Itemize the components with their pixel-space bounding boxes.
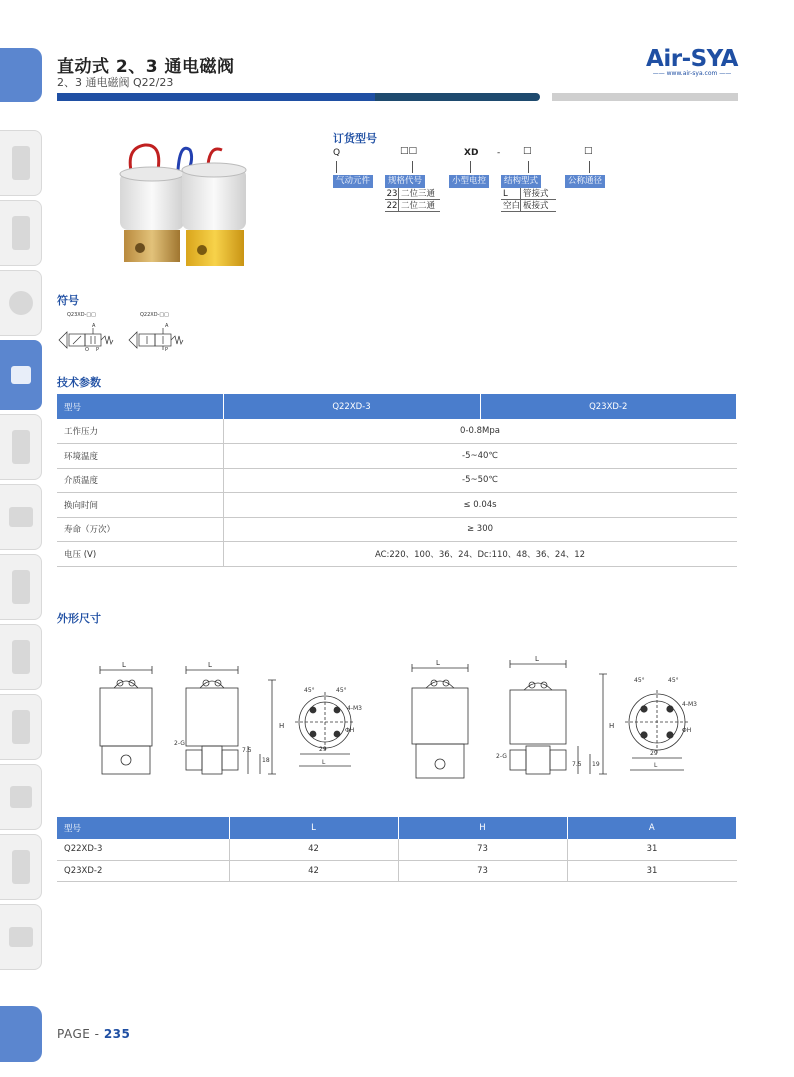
solenoid-valve-icon	[11, 366, 31, 384]
spec-code: 22	[386, 201, 398, 211]
dim-label-angle: 45°	[304, 687, 315, 694]
code-connector	[528, 161, 529, 173]
category-tab-valve[interactable]	[0, 414, 42, 480]
table-row	[57, 468, 737, 493]
table-row	[57, 419, 737, 444]
code-connector	[589, 161, 590, 173]
valve-symbols	[57, 320, 207, 352]
header-bar-secondary	[375, 93, 540, 101]
code-dash: -	[497, 148, 501, 158]
filter-icon	[12, 146, 30, 180]
spec-value: 0-0.8Mpa	[223, 419, 737, 444]
tag-element: 气动元件	[333, 175, 373, 188]
table-row	[57, 444, 737, 469]
symbol-label-q22: Q22XD-□□	[140, 312, 169, 318]
dim-label-phiH: ΦH	[345, 727, 355, 734]
spec-value: AC:220、100、36、24、Dc:110、48、36、24、12	[223, 542, 737, 567]
code-connector	[412, 161, 413, 173]
dim-label-angle: 45°	[336, 687, 347, 694]
table-header: 型号	[57, 817, 229, 839]
category-tab-lubricator[interactable]	[0, 200, 42, 266]
dim-label-L: L	[122, 661, 126, 669]
gauge-icon	[12, 710, 30, 744]
page-number	[57, 1027, 130, 1041]
side-tab-top	[0, 48, 42, 102]
lubricator-icon	[12, 216, 30, 250]
spec-label: 换向时间	[57, 493, 223, 518]
tag-small: 小型电控	[449, 175, 489, 188]
table-row	[57, 517, 737, 542]
table-cell: Q23XD-2	[57, 860, 229, 881]
tag-structure: 结构型式	[501, 175, 541, 188]
order-code-title: 订货型号	[333, 132, 377, 145]
port-p-label: P	[96, 347, 100, 352]
category-tab-switch[interactable]	[0, 624, 42, 690]
table-header: 型号	[57, 394, 223, 419]
actuator-icon	[12, 570, 30, 604]
spec-label: 电压 (V)	[57, 542, 223, 567]
structure-code: L	[501, 188, 521, 200]
table-header: A	[567, 817, 737, 839]
dim-label-H: H	[609, 722, 615, 730]
table-row	[57, 493, 737, 518]
symbols-title: 符号	[57, 294, 79, 307]
code-connector	[336, 161, 337, 173]
cell-divider	[398, 188, 399, 212]
header-bar-gray	[552, 93, 738, 101]
spec-label: 工作压力	[57, 419, 223, 444]
tag-port: 公称通径	[565, 175, 605, 188]
code-q: Q	[333, 148, 341, 158]
table-header-row	[57, 817, 737, 839]
dim-label-angle: 45°	[668, 677, 679, 684]
category-tab-accessory[interactable]	[0, 904, 42, 970]
specs-table	[57, 394, 737, 567]
table-header: L	[229, 817, 398, 839]
code-connector	[470, 161, 471, 173]
specs-title: 技术参数	[57, 376, 101, 389]
dim-label-angle: 45°	[634, 677, 645, 684]
spec-value: -5~50℃	[223, 468, 737, 493]
dim-label-H: H	[279, 722, 285, 730]
switch-icon	[12, 640, 30, 674]
category-tab-gauge[interactable]	[0, 694, 42, 760]
dim-label-L: L	[654, 762, 658, 769]
structure-desc: 管接式	[521, 188, 556, 200]
table-header: Q23XD-2	[480, 394, 737, 419]
dim-label-7-5: 7.5	[242, 747, 252, 754]
code-spec-boxes: □□	[400, 146, 418, 156]
valve-icon	[12, 430, 30, 464]
table-cell: 42	[229, 839, 398, 860]
dim-label-G: 2-G	[174, 740, 185, 747]
dim-label-29: 29	[650, 750, 658, 757]
spec-code: 23	[386, 189, 398, 199]
regulator-icon	[9, 291, 33, 315]
dim-label-7-5: 7.5	[572, 761, 582, 768]
dim-label-L: L	[436, 659, 440, 667]
manifold-icon	[9, 507, 33, 527]
dim-label-phiH: ΦH	[682, 727, 692, 734]
accessory-icon	[9, 927, 33, 947]
page-number-value: 235	[103, 1027, 131, 1041]
dim-label-G: 2-G	[496, 753, 507, 760]
spec-desc: 二位三通	[399, 188, 440, 200]
code-xd: XD	[464, 148, 479, 158]
page-prefix: PAGE -	[57, 1027, 104, 1041]
category-tab-actuator[interactable]	[0, 554, 42, 620]
structure-code: 空白	[503, 201, 521, 211]
dim-label-L: L	[322, 759, 326, 766]
category-tab-fitting[interactable]	[0, 764, 42, 830]
table-header: H	[398, 817, 567, 839]
table-header-row	[57, 394, 737, 419]
port-a-label: A	[165, 323, 169, 329]
fitting-icon	[10, 786, 32, 808]
table-cell: 31	[567, 839, 737, 860]
spec-value: ≤ 0.04s	[223, 493, 737, 518]
category-tab-silencer[interactable]	[0, 834, 42, 900]
table-header: Q22XD-3	[223, 394, 480, 419]
category-tab-filter[interactable]	[0, 130, 42, 196]
side-tab-bottom	[0, 1006, 42, 1062]
dim-label-m3: 4-M3	[682, 701, 697, 708]
spec-value: ≥ 300	[223, 517, 737, 542]
table-cell: 73	[398, 860, 567, 881]
spec-label: 介质温度	[57, 468, 223, 493]
category-tab-solenoid-valve[interactable]	[0, 340, 42, 410]
dim-label-L: L	[535, 655, 539, 663]
port-a-label: A	[92, 323, 96, 329]
dim-label-19: 19	[592, 761, 600, 768]
code-port-box: □	[584, 146, 593, 156]
structure-desc: 板接式	[521, 200, 556, 212]
logo-url: —— www.air-sya.com ——	[652, 70, 732, 77]
dim-label-29: 29	[319, 746, 327, 753]
spec-label: 寿命（万次）	[57, 517, 223, 542]
table-cell: Q22XD-3	[57, 839, 229, 860]
dim-label-m3: 4-M3	[347, 705, 362, 712]
port-o-label: O	[85, 347, 89, 352]
dimensions-title: 外形尺寸	[57, 612, 101, 625]
brand-logo	[645, 46, 739, 77]
symbol-label-q23: Q23XD-□□	[67, 312, 96, 318]
table-cell: 31	[567, 860, 737, 881]
table-row	[57, 860, 737, 881]
product-photo	[110, 130, 260, 276]
category-tab-regulator[interactable]	[0, 270, 42, 336]
spec-desc: 二位二通	[399, 200, 440, 212]
spec-label: 环境温度	[57, 444, 223, 469]
logo-text: Air-SYA	[646, 46, 738, 72]
category-tab-manifold[interactable]	[0, 484, 42, 550]
table-row	[57, 839, 737, 860]
table-cell: 42	[229, 860, 398, 881]
page-title: 直动式 2、3 通电磁阀	[57, 57, 235, 77]
dim-label-L: L	[208, 661, 212, 669]
table-row	[57, 542, 737, 567]
dimensions-table	[57, 817, 737, 882]
code-structure-box: □	[523, 146, 532, 156]
dimension-drawings	[90, 650, 740, 810]
spec-value: -5~40℃	[223, 444, 737, 469]
tag-spec: 规格代号	[385, 175, 425, 188]
table-cell: 73	[398, 839, 567, 860]
port-p-label: P	[165, 347, 169, 352]
cell-divider	[520, 188, 521, 212]
silencer-icon	[12, 850, 30, 884]
header-bar-primary	[57, 93, 375, 101]
page-subtitle: 2、3 通电磁阀 Q22/23	[57, 76, 174, 89]
dim-label-18: 18	[262, 757, 270, 764]
